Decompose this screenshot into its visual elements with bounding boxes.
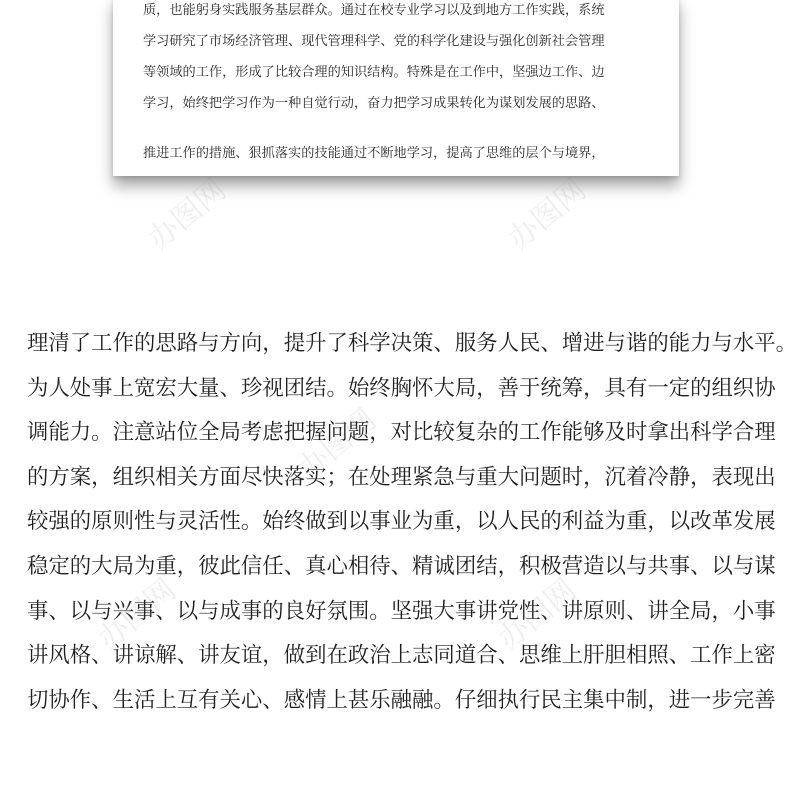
- watermark: 办图网: [291, 402, 383, 488]
- card-line: 学习，始终把学习作为一种自觉行动，奋力把学习成果转化为谋划发展的思路、: [143, 96, 605, 111]
- body-line: 理清了工作的思路与方向，提升了科学决策、服务人民、增进与谐的能力与水平。: [27, 331, 798, 356]
- watermark: 办图网: [141, 172, 233, 258]
- body-line: 稳定的大局为重，彼此信任、真心相待、精诚团结，积极营造以与共事、以与谋: [27, 553, 776, 579]
- body-text: [27, 322, 798, 723]
- card-line: 推进工作的措施、狠抓落实的技能通过不断地学习，提高了思维的层个与境界，: [143, 146, 605, 161]
- body-line: 讲风格、讲谅解、讲友谊，做到在政治上志同道合、思维上肝胆相照、工作上密: [27, 643, 776, 669]
- body-line: 事、以与兴事、以与成事的良好氛围。坚强大事讲党性、讲原则、讲全局，小事: [27, 598, 776, 624]
- document-card: [113, 0, 679, 176]
- watermark: 办图网: [91, 572, 183, 658]
- body-line: 切协作、生活上互有关心、感情上甚乐融融。仔细执行民主集中制，进一步完善: [27, 687, 776, 713]
- body-line: 为人处事上宽宏大量、珍视团结。始终胸怀大局，善于统筹，具有一定的组织协: [27, 375, 776, 401]
- body-line: 较强的原则性与灵活性。始终做到以事业为重，以人民的利益为重，以改革发展: [27, 509, 776, 535]
- card-line: 等领域的工作，形成了比较合理的知识结构。特殊是在工作中，坚强边工作、边: [143, 65, 605, 80]
- card-line: 质，也能躬身实践服务基层群众。通过在校专业学习以及到地方工作实践，系统: [143, 3, 605, 18]
- watermark: 办图网: [491, 572, 583, 658]
- card-line: 学习研究了市场经济管理、现代管理科学、党的科学化建设与强化创新社会管理: [143, 34, 605, 49]
- body-line: 的方案，组织相关方面尽快落实；在处理紧急与重大问题时，沉着冷静，表现出: [27, 464, 776, 490]
- body-line: 调能力。注意站位全局考虑把握问题，对比较复杂的工作能够及时拿出科学合理: [27, 420, 776, 446]
- watermark: 办图网: [501, 172, 593, 258]
